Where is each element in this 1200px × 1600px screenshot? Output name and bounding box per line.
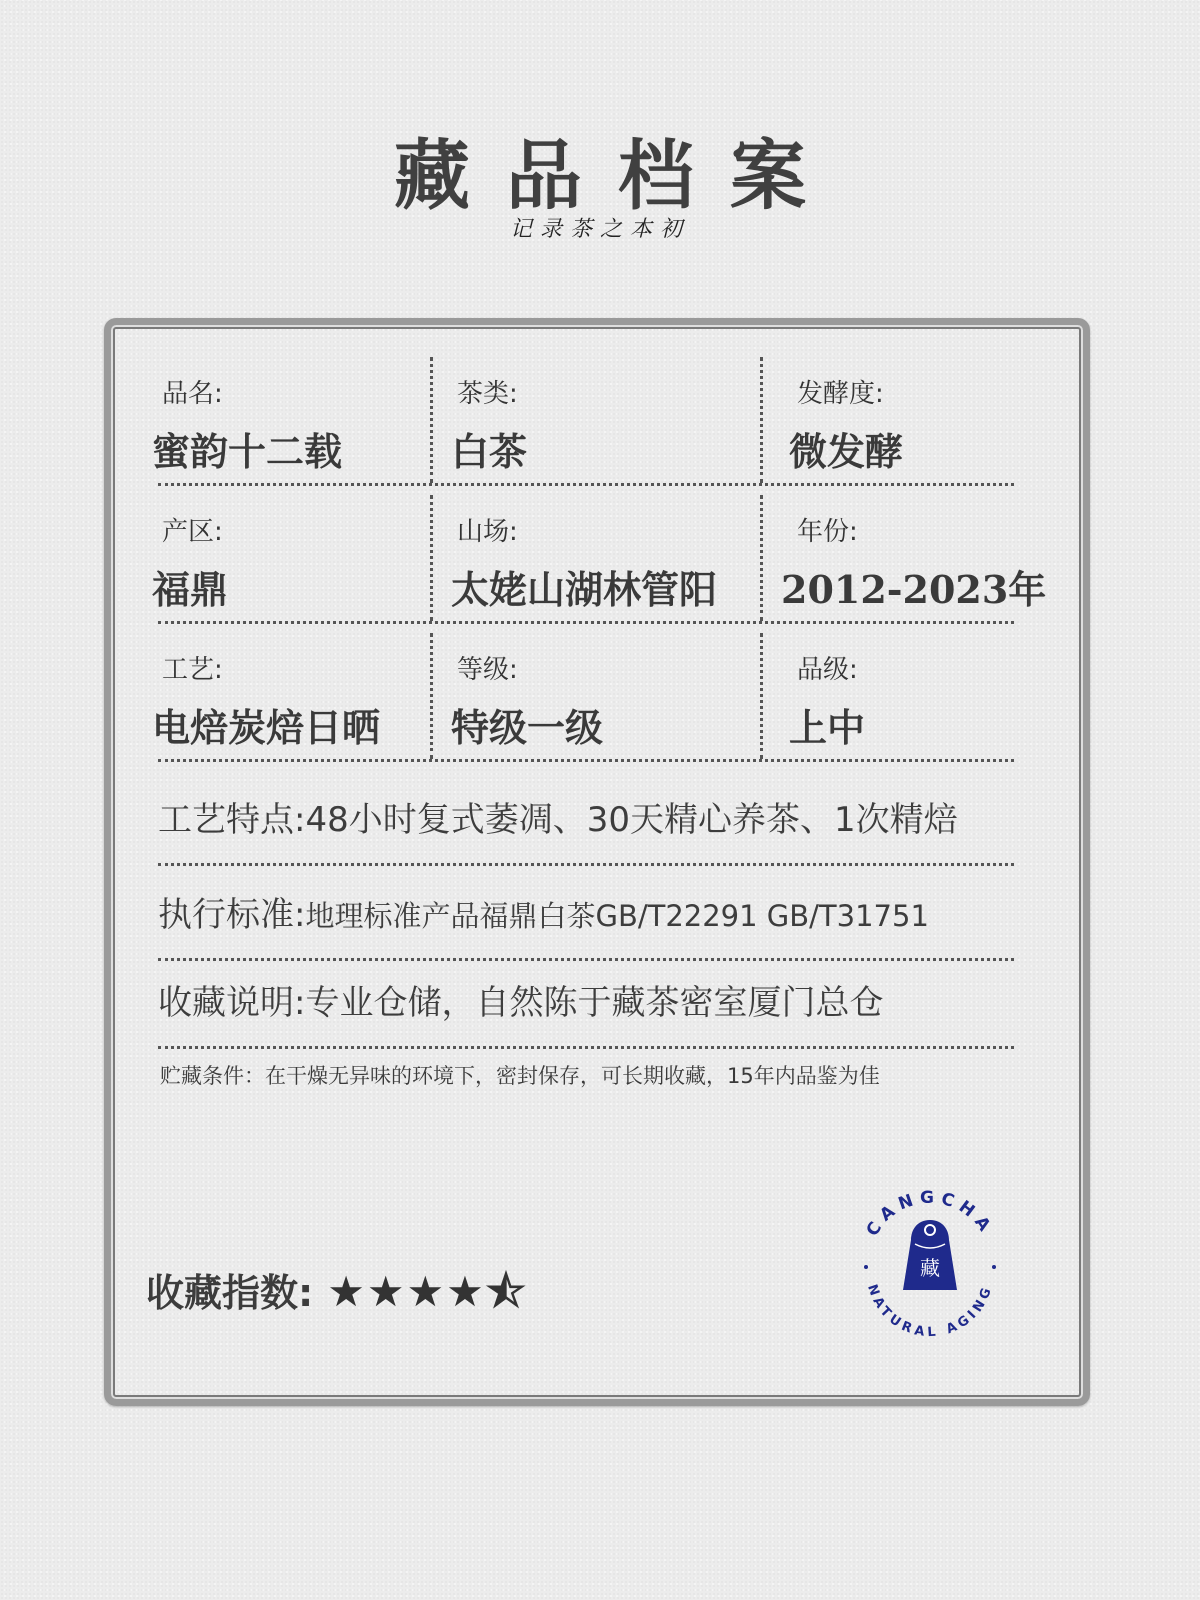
- field-label: 品级:: [797, 655, 858, 685]
- field-mountain: [430, 495, 763, 621]
- standard-text: [158, 887, 929, 936]
- logo-text-bottom: NATURAL AGING: [864, 1282, 996, 1341]
- standard-label: 执行标准:: [158, 895, 306, 935]
- storage-label: 收藏说明:: [158, 983, 306, 1023]
- page-title: 藏品档案: [394, 131, 842, 220]
- collection-index: [146, 1262, 528, 1333]
- field-value: 白茶: [451, 429, 528, 474]
- field-value: 特级一级: [451, 705, 604, 750]
- field-tea-type: [430, 357, 763, 483]
- collection-index-label: 收藏指数:: [146, 1271, 314, 1315]
- field-value: 蜜韵十二载: [152, 429, 343, 474]
- storage-conditions-note: 贮藏条件：在干燥无异味的环境下，密封保存，可长期收藏，15年内品鉴为佳: [160, 1064, 880, 1088]
- features-text: [158, 792, 958, 841]
- field-product-name: [152, 357, 430, 483]
- info-row-2: [152, 495, 1047, 624]
- field-craft: [152, 633, 430, 759]
- field-value: 福鼎: [152, 567, 229, 612]
- logo-text-top: CANGCHA: [862, 1188, 998, 1240]
- star-rating: ★★★★⯪: [327, 1267, 528, 1316]
- standard-value: 地理标准产品福鼎白茶GB/T22291 GB/T31751: [305, 899, 929, 933]
- storage-value: 专业仓储，自然陈于藏茶密室厦门总仓: [305, 983, 884, 1023]
- field-label: 茶类:: [457, 379, 518, 409]
- field-value: 2012-2023年: [781, 567, 1047, 612]
- info-row-1: [152, 357, 1014, 486]
- field-value: 微发酵: [789, 429, 904, 474]
- field-label: 产区:: [162, 517, 223, 547]
- info-row-3: [152, 633, 1014, 762]
- field-value: 电焙炭焙日晒: [152, 705, 381, 750]
- features-value: 48小时复式萎凋、30天精心养茶、1次精焙: [305, 800, 958, 840]
- field-label: 山场:: [457, 517, 518, 547]
- field-label: 年份:: [797, 517, 858, 547]
- storage-text: [158, 975, 883, 1024]
- field-region: [152, 495, 430, 621]
- features-label: 工艺特点:: [158, 800, 306, 840]
- field-fermentation: [760, 357, 1017, 483]
- standard-row: [158, 866, 1014, 961]
- field-value: 上中: [789, 705, 866, 750]
- logo-center-char: 藏: [920, 1256, 940, 1280]
- page-subtitle: 记录茶之本初: [509, 217, 690, 242]
- field-grade: [430, 633, 763, 759]
- features-row: [158, 771, 1014, 866]
- storage-row: [158, 954, 1014, 1049]
- field-label: 等级:: [457, 655, 518, 685]
- field-value: 太姥山湖林管阳: [451, 567, 718, 612]
- svg-text:NATURAL AGING: [864, 1283, 996, 1341]
- field-label: 工艺:: [162, 655, 223, 685]
- field-label: 发酵度:: [797, 379, 884, 409]
- field-quality: [760, 633, 1017, 759]
- field-year: [760, 495, 1047, 621]
- cangcha-logo: [845, 1178, 1015, 1348]
- field-label: 品名:: [162, 379, 223, 409]
